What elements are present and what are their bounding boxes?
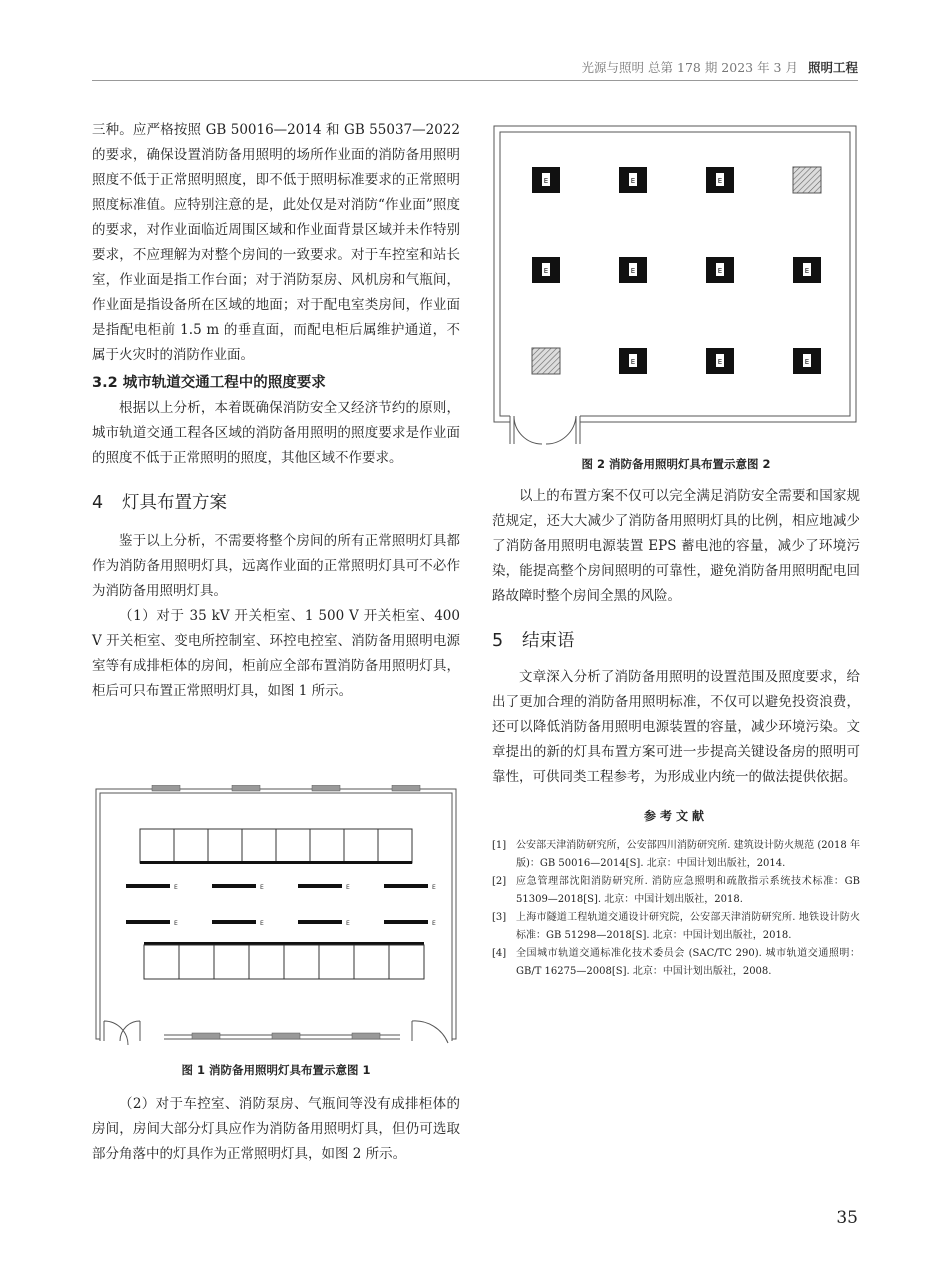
references-title: 参考文献: [643, 809, 708, 823]
paragraph-layout-intro: 鉴于以上分析，不需要将整个房间的所有正常照明灯具都作为消防备用照明灯具，远离作业面的正常照明灯具可不必作为消防备用照明灯具。: [92, 533, 460, 599]
paragraph-case-1: （1）对于 35 kV 开关柜室、1 500 V 开关柜室、400 V 开关柜室、变电所控制室、环控电控室、消防备用照明电源室等有成排柜体的房间，柜前应全部布置消防备用照明灯具，柜后可只布置正常照明灯具，如图 1 所示。: [92, 608, 460, 699]
svg-text:E: E: [260, 920, 264, 927]
right-column: [492, 484, 860, 981]
paragraph-illuminance: 根据以上分析，本着既确保消防安全又经济节约的原则，城市轨道交通工程各区域的消防备用照明的照度要求是作业面的照度不低于正常照明的照度，其他区域不作要求。: [92, 400, 460, 466]
svg-text:E: E: [717, 267, 723, 275]
figure-1-caption: 图 1 消防备用照明灯具布置示意图 1: [181, 1063, 371, 1077]
svg-text:E: E: [346, 920, 350, 927]
door-gap: [510, 412, 580, 426]
section-heading-3-2: 3.2 城市轨道交通工程中的照度要求: [92, 375, 326, 391]
svg-text:E: E: [432, 884, 436, 891]
cabinet-row-upper-front: [140, 861, 412, 864]
svg-text:E: E: [260, 884, 264, 891]
reference-item: [3] 上海市隧道工程轨道交通设计研究院，公安部天津消防研究所. 地铁设计防火标准：GB 51298—2018[S]. 北京：中国计划出版社，2018.: [492, 912, 860, 941]
windows-bottom: [192, 1033, 380, 1039]
reference-item: [1] 公安部天津消防研究所，公安部四川消防研究所. 建筑设计防火规范 (2018 年版)：GB 50016—2014[S]. 北京：中国计划出版社，2014.: [492, 840, 860, 869]
svg-text:E: E: [346, 884, 350, 891]
windows-top: [152, 785, 420, 791]
svg-text:E: E: [630, 177, 636, 185]
cabinet-row-lower: [144, 945, 424, 979]
emergency-lamp-marks: [542, 173, 811, 367]
paragraph-continued: 三种。应严格按照 GB 50016—2014 和 GB 55037—2022 的要求，确保设置消防备用照明的场所作业面的消防备用照明照度不低于正常照明照度，即不低于照明标准要求的正常照明照度标准值。应特别注意的是，此处仅是对消防“作业面”照度的要求，对作业面临近周围区域和作业面背景区域并未作特别要求，不应理解为对整个房间的一致要求。对于车控室和站长室，作业面是指工作台面；对于消防泵房、风机房和气瓶间，作业面是指设备所在区域的地面；对于配电室类房间，作业面是指配电柜前 1.5 m 的垂直面，而配电柜后属维护通道，不属于火灾时的消防作业面。: [92, 122, 460, 363]
svg-text:E: E: [174, 884, 178, 891]
door-right-gap: [400, 1021, 452, 1041]
section-number-5: 5: [492, 631, 504, 651]
figure-2-caption: 图 2 消防备用照明灯具布置示意图 2: [581, 457, 771, 471]
svg-text:E: E: [543, 177, 549, 185]
section-title-4: 灯具布置方案: [122, 493, 227, 513]
svg-text:E: E: [630, 267, 636, 275]
door-left-gap: [100, 1021, 164, 1041]
svg-text:E: E: [543, 267, 549, 275]
paragraph-conclusion: 文章深入分析了消防备用照明的设置范围及照度要求，给出了更加合理的消防备用照明标准，不仅可以避免投资浪费，还可以降低消防备用照明电源装置的容量，减少环境污染。文章提出的新的灯具布置方案可进一步提高关键设备房的照明可靠性，可供同类工程参考，为形成业内统一的做法提供依据。: [492, 669, 860, 785]
paragraph-case-2: （2）对于车控室、消防泵房、气瓶间等没有成排柜体的房间，房间大部分灯具应作为消防备用照明灯具，但仍可选取部分角落中的灯具作为正常照明灯具，如图 2 所示。: [92, 1096, 460, 1162]
svg-text:E: E: [804, 358, 810, 366]
svg-text:E: E: [717, 177, 723, 185]
svg-text:E: E: [174, 920, 178, 927]
left-column-bottom: [92, 1092, 460, 1167]
figure-1-diagram: [92, 785, 462, 1047]
journal-info: 光源与照明 总第 178 期 2023 年 3 月: [581, 60, 798, 75]
running-header: [92, 58, 858, 81]
emergency-lamps: [532, 167, 821, 374]
section-title-5: 结束语: [522, 631, 575, 651]
cabinet-row-upper: [140, 829, 412, 863]
normal-lamps: [532, 167, 821, 374]
lamp-row-upper: [126, 884, 428, 888]
svg-text:E: E: [804, 267, 810, 275]
reference-item: [4] 全国城市轨道交通标准化技术委员会 (SAC/TC 290). 城市轨道交通照明：GB/T 16275—2008[S]. 北京：中国计划出版社，2008.: [492, 948, 860, 977]
section-number-4: 4: [92, 493, 104, 513]
reference-item: [2] 应急管理部沈阳消防研究所. 消防应急照明和疏散指示系统技术标准：GB 51309—2018[S]. 北京：中国计划出版社，2018.: [492, 876, 860, 905]
svg-text:E: E: [630, 358, 636, 366]
section-heading-4: [92, 491, 460, 515]
figure-2-diagram: [492, 124, 860, 446]
references-list: [492, 837, 860, 981]
paragraph-benefits: 以上的布置方案不仅可以完全满足消防安全需要和国家规范规定，还大大减少了消防备用照明灯具的比例，相应地减少了消防备用照明电源装置 EPS 蓄电池的容量，减少了环境污染，能提高整个房间照明的可靠性，避免消防备用照明配电回路故障时整个房间全黑的风险。: [492, 488, 860, 604]
svg-text:E: E: [432, 920, 436, 927]
lamp-row-lower: [126, 920, 428, 924]
left-column-top: [92, 118, 460, 704]
section-name: 照明工程: [807, 60, 858, 75]
section-heading-5: [492, 629, 860, 653]
svg-text:E: E: [717, 358, 723, 366]
page-number: 35: [836, 1208, 858, 1228]
